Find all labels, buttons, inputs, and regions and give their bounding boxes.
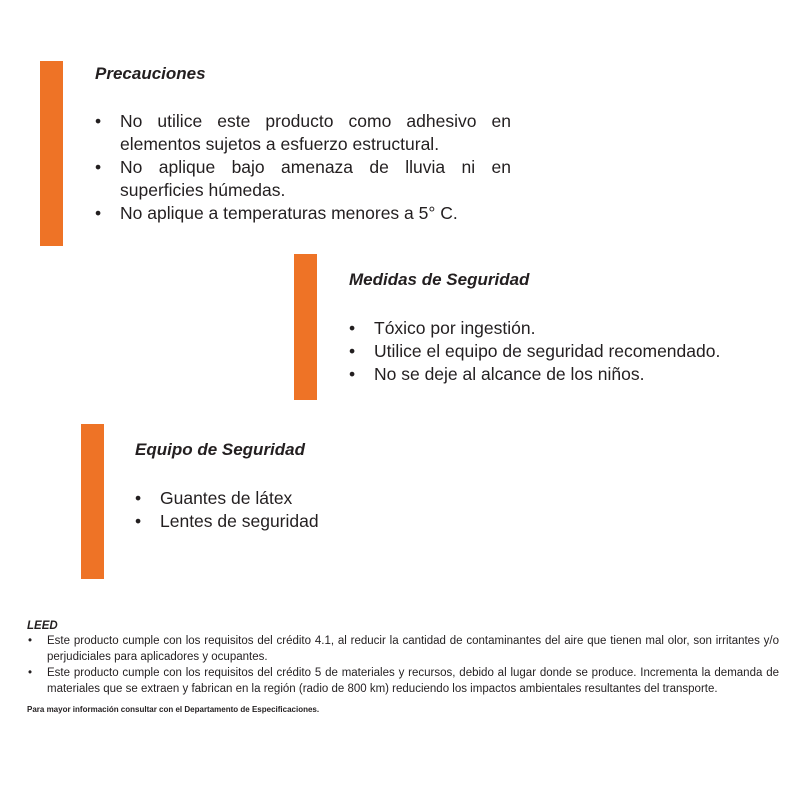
bullet-list [95,110,511,225]
list-item-text: No utilice este producto como adhesivo en elementos sujetos a esfuerzo estructural. [120,111,511,154]
list-item-text: Utilice el equipo de seguridad recomendado. [374,341,721,361]
list-item-text: No se deje al alcance de los niños. [374,364,645,384]
bullet-icon: • [28,635,33,647]
bullet-list [349,317,769,386]
bullet-icon: • [349,318,356,338]
list-item [349,317,769,340]
accent-bar [294,254,317,400]
list-item-text: Este producto cumple con los requisitos del crédito 5 de materiales y recursos, debido al lugar donde se produce. Incrementa la demanda de materiales que se extraen y fabrican en la región (radio de 800 km) reduciendo los impactos ambientales resultantes del transporte. [47,667,779,695]
accent-bar [81,424,104,579]
leed-title: LEED [27,620,58,632]
bullet-icon: • [95,203,102,223]
list-item-text: Tóxico por ingestión. [374,318,536,338]
list-item [135,510,435,533]
section-title: Precauciones [95,64,206,83]
bullet-icon: • [28,667,33,679]
bullet-icon: • [135,511,142,531]
list-item [349,363,769,386]
list-item [95,110,511,156]
footer-note: Para mayor información consultar con el Departamento de Especificaciones. [27,705,320,714]
list-item [27,633,779,665]
list-item [95,202,511,225]
bullet-list [135,487,435,533]
list-item-text: Lentes de seguridad [160,511,319,531]
list-item-text: Este producto cumple con los requisitos del crédito 4.1, al reducir la cantidad de contaminantes del aire que tienen mal olor, son irritantes y/o perjudiciales para aplicadores y ocupantes. [47,635,779,663]
accent-bar [40,61,63,246]
bullet-icon: • [349,364,356,384]
list-item [349,340,769,363]
list-item [95,156,511,202]
bullet-icon: • [349,341,356,361]
list-item-text: No aplique a temperaturas menores a 5° C. [120,203,458,223]
list-item-text: No aplique bajo amenaza de lluvia ni en superficies húmedas. [120,157,511,200]
bullet-icon: • [95,157,102,177]
bullet-icon: • [95,111,102,131]
list-item [135,487,435,510]
leed-section [27,620,779,714]
list-item [27,665,779,697]
section-title: Medidas de Seguridad [349,270,530,289]
list-item-text: Guantes de látex [160,488,293,508]
section-title: Equipo de Seguridad [135,440,306,459]
leed-list [27,633,779,697]
bullet-icon: • [135,488,142,508]
